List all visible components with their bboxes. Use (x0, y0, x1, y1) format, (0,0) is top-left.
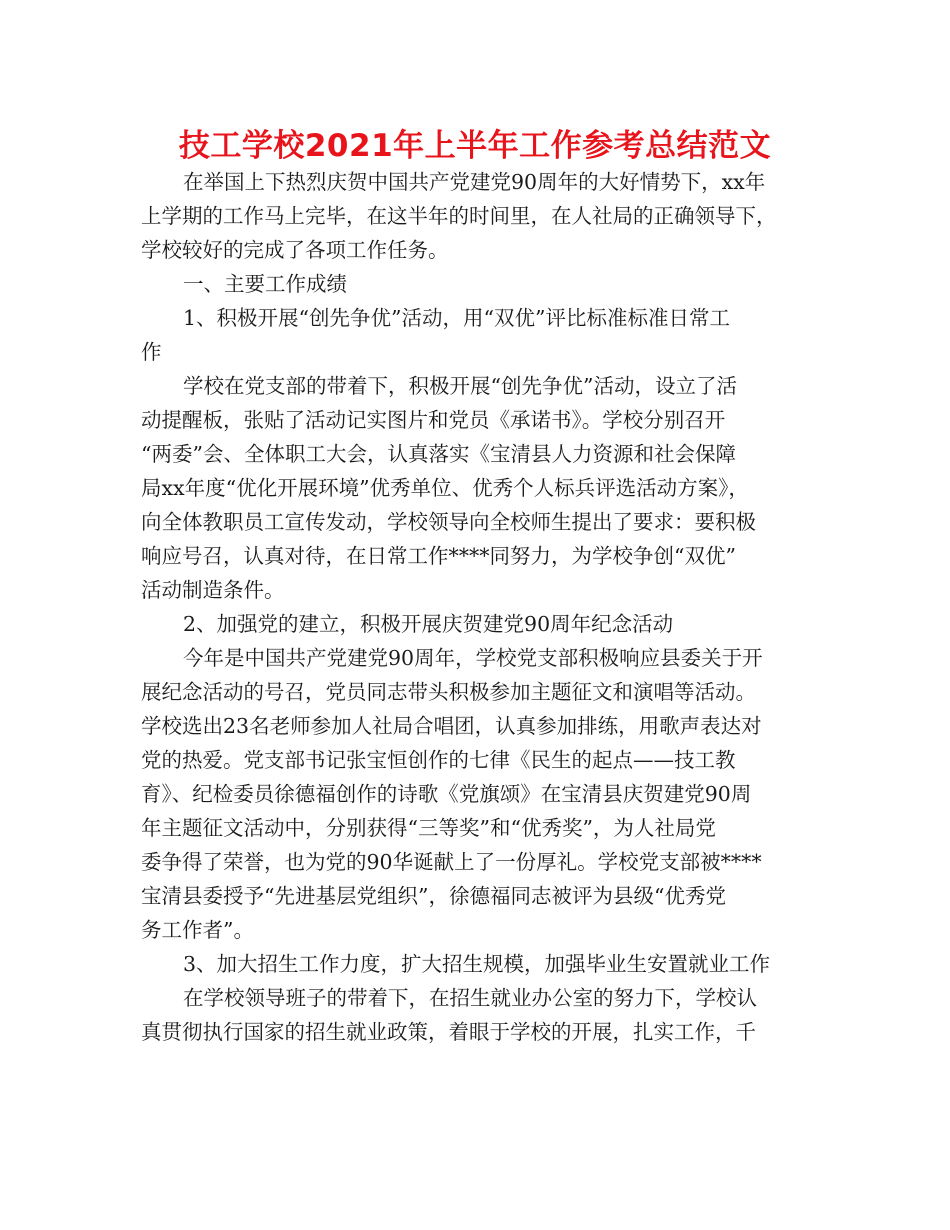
paragraph-line: 委争得了荣誉，也为党的90华诞献上了一份厚礼。学校党支部被**** (141, 850, 762, 874)
subsection-heading: 作 (141, 340, 162, 364)
document-body (141, 165, 813, 1049)
paragraph-line: 在举国上下热烈庆贺中国共产党建党90周年的大好情势下，xx年 (183, 170, 766, 194)
paragraph-line: 响应号召，认真对待，在日常工作****同努力，为学校争创“双优” (141, 544, 736, 568)
paragraph-line: 务工作者”。 (141, 918, 254, 942)
paragraph-line: 动提醒板，张贴了活动记实图片和党员《承诺书》。学校分别召开 (141, 408, 726, 432)
paragraph-line: 活动制造条件。 (141, 578, 285, 602)
paragraph-line: 年主题征文活动中，分别获得“三等奖”和“优秀奖”，为人社局党 (141, 816, 716, 840)
paragraph-line: 宝清县委授予“先进基层党组织”，徐德福同志被评为县级“优秀党 (141, 884, 726, 908)
paragraph-line: 在学校领导班子的带着下，在招生就业办公室的努力下，学校认 (183, 986, 757, 1010)
paragraph-line: 学校选出23名老师参加人社局合唱团，认真参加排练，用歌声表达对 (141, 714, 762, 738)
section-heading: 一、主要工作成绩 (183, 272, 347, 296)
paragraph-line: 育》、纪检委员徐德福创作的诗歌《党旗颂》在宝清县庆贺建党90周 (141, 782, 752, 806)
paragraph-line: 学校在党支部的带着下，积极开展“创先争优”活动，设立了活 (183, 374, 737, 398)
paragraph-line: 局xx年度“优化开展环境”优秀单位、优秀个人标兵评选活动方案》， (141, 476, 749, 500)
paragraph-line: “两委”会、全体职工大会，认真落实《宝清县人力资源和社会保障 (141, 442, 736, 466)
document-title: 技工学校2021年上半年工作参考总结范文 (178, 128, 772, 164)
paragraph-line: 今年是中国共产党建党90周年，学校党支部积极响应县委关于开 (183, 646, 763, 670)
paragraph-line: 真贯彻执行国家的招生就业政策，着眼于学校的开展，扎实工作，千 (141, 1020, 756, 1044)
paragraph-line: 展纪念活动的号召，党员同志带头积极参加主题征文和演唱等活动。 (141, 680, 756, 704)
subsection-heading: 1、积极开展“创先争优”活动，用“双优”评比标准标准日常工 (183, 306, 730, 330)
subsection-heading: 2、加强党的建立，积极开展庆贺建党90周年纪念活动 (183, 612, 674, 636)
subsection-heading: 3、加大招生工作力度，扩大招生规模，加强毕业生安置就业工作 (183, 952, 771, 976)
paragraph-line: 向全体教职员工宣传发动，学校领导向全校师生提出了要求：要积极 (141, 510, 756, 534)
paragraph-line: 上学期的工作马上完毕，在这半年的时间里，在人社局的正确领导下， (141, 204, 777, 228)
paragraph-line: 学校较好的完成了各项工作任务。 (141, 238, 449, 262)
paragraph-line: 党的热爱。党支部书记张宝恒创作的七律《民生的起点——技工教 (141, 748, 736, 772)
